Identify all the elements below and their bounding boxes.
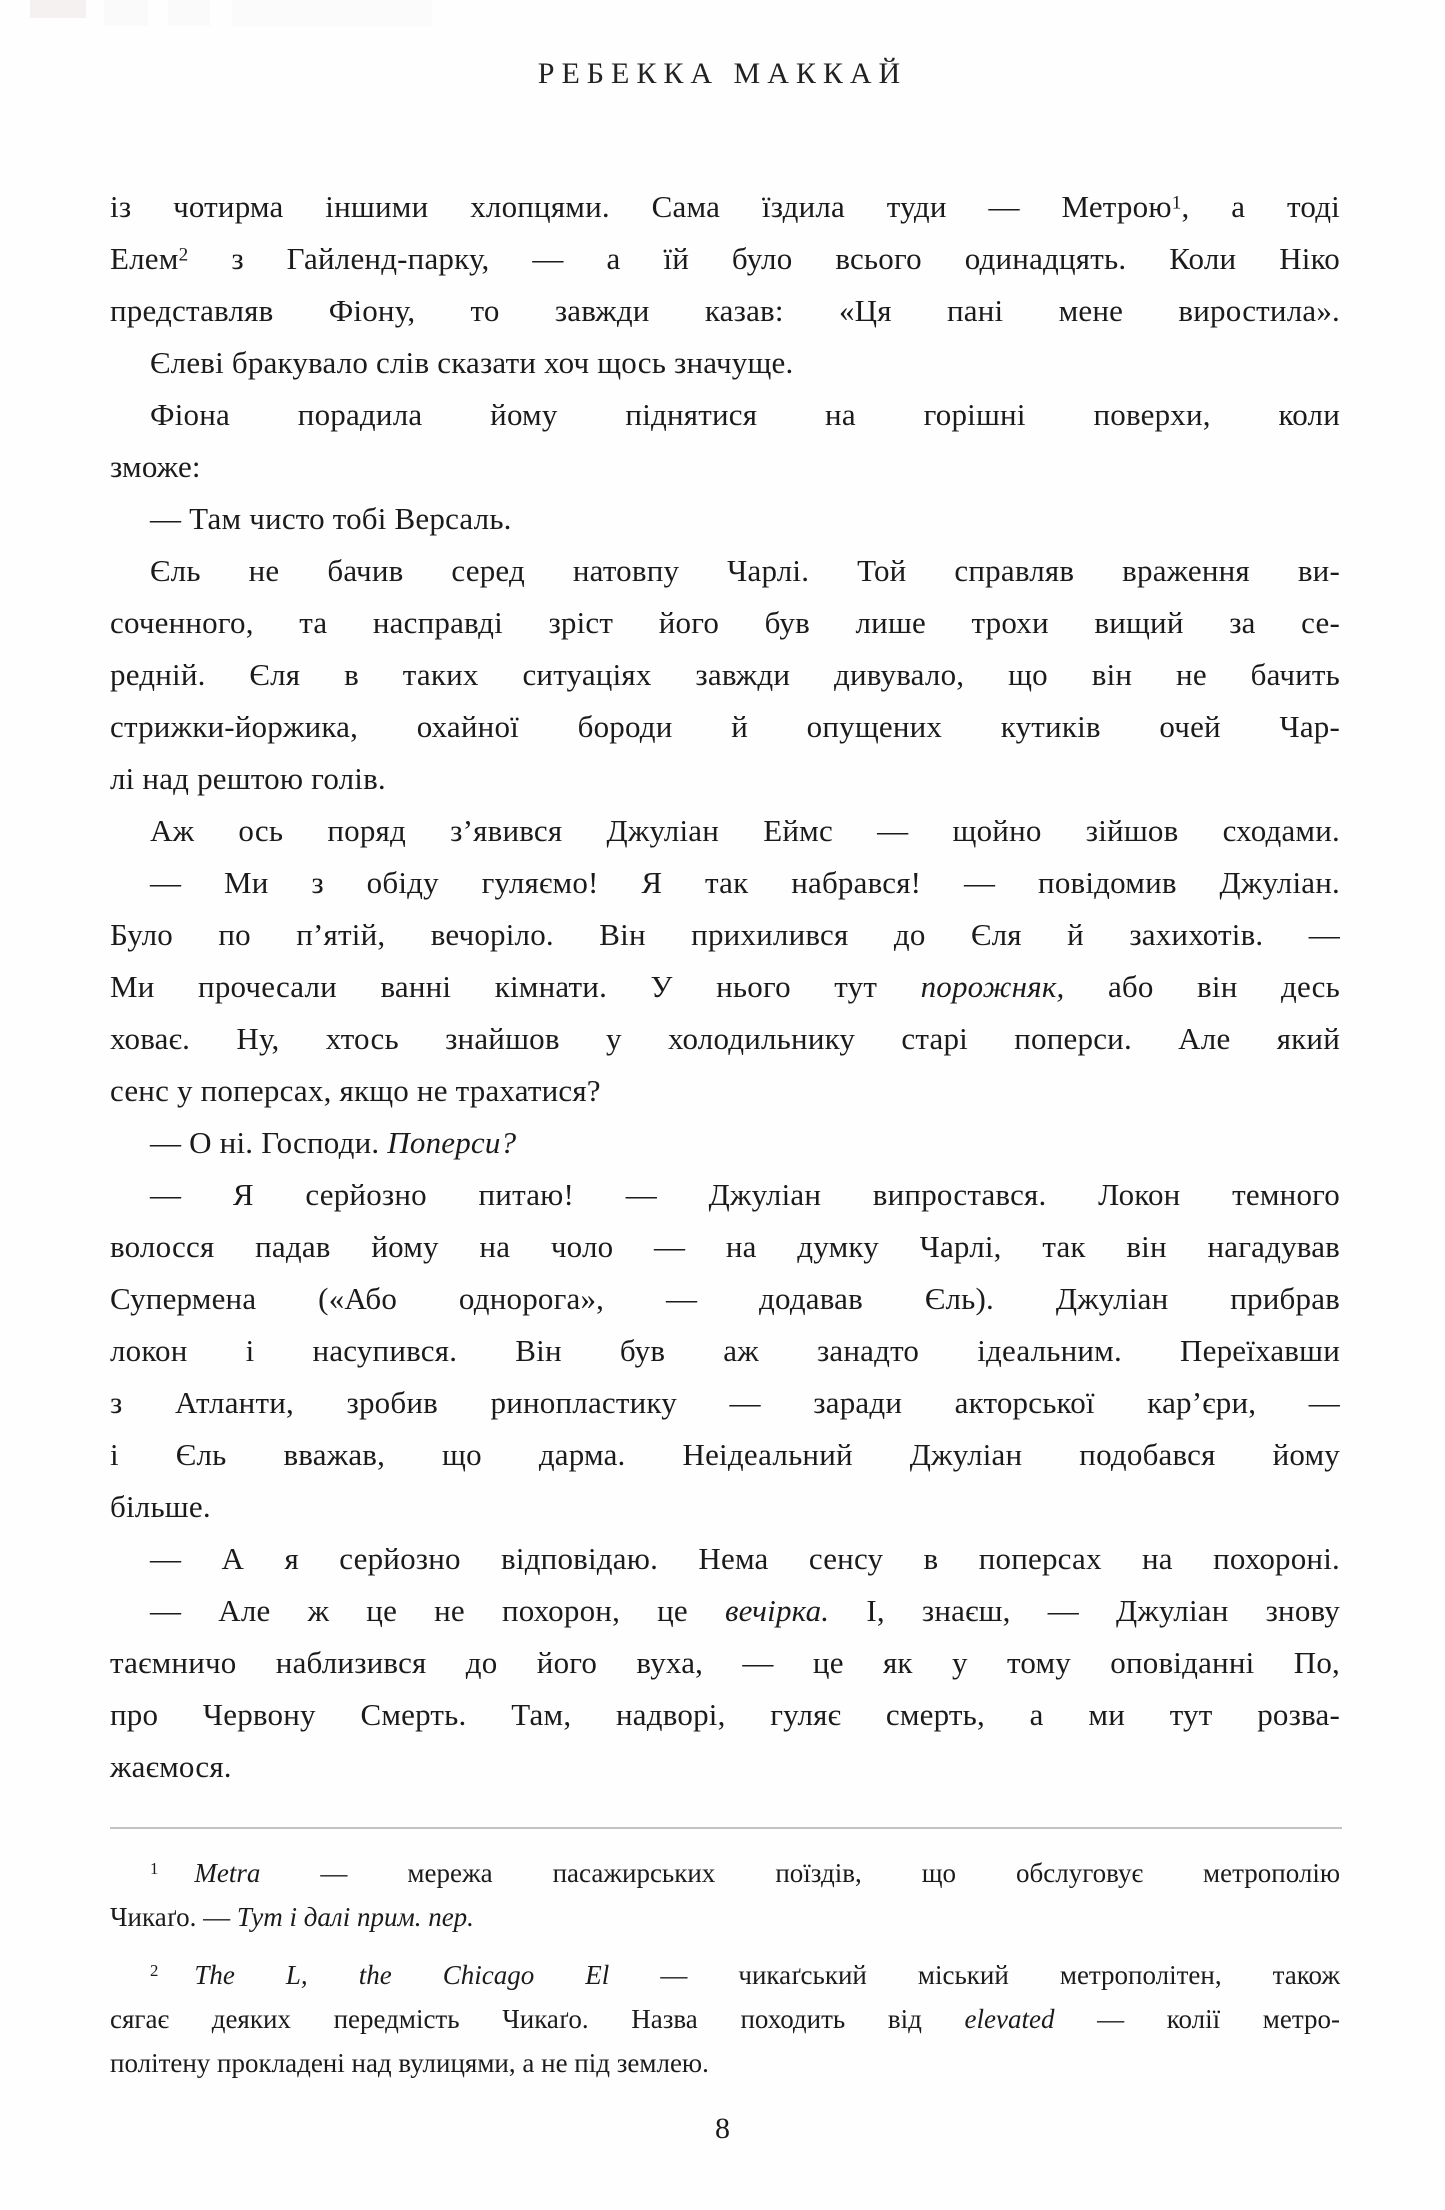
footnote-marker: 2 [150, 1961, 159, 1981]
text-segment: соченного, та насправді зріст його був лише трохи вищий за се- [110, 605, 1340, 640]
text-line [110, 1013, 1340, 1065]
text-line [110, 389, 1340, 441]
text-segment: представляв Фіону, то завжди казав: «Ця пані мене виростила». [110, 293, 1340, 328]
text-line [110, 1953, 1340, 1997]
text-segment: лі над рештою голів. [110, 761, 386, 796]
text-segment: — Там чисто тобі Версаль. [150, 501, 512, 536]
text-segment: Поперси? [387, 1125, 517, 1160]
text-segment: таємничо наблизився до його вуха, — це як у тому оповіданні По, [110, 1645, 1340, 1680]
text-line [110, 1585, 1340, 1637]
text-segment: elevated [964, 2004, 1055, 2034]
text-segment: The L, the Chicago El [194, 1960, 610, 1990]
body-text [110, 181, 1340, 1793]
text-segment: сенс у поперсах, якщо не трахатися? [110, 1073, 601, 1108]
text-line [110, 805, 1340, 857]
text-line [110, 337, 1340, 389]
scan-artifact [30, 0, 86, 18]
text-segment: — чикаґський міський метрополітен, також [609, 1960, 1340, 1990]
text-line [110, 1429, 1340, 1481]
text-segment: — А я серйозно відповідаю. Нема сенсу в поперсах на похороні. [150, 1541, 1340, 1576]
scan-artifact [104, 0, 148, 26]
text-segment: Було по п’ятій, вечоріло. Він прихилився до Єля й захихотів. — [110, 917, 1340, 952]
text-segment: Тут і далі прим. пер. [236, 1902, 474, 1932]
text-line [110, 1117, 1340, 1169]
text-segment: Ми прочесали ванні кімнати. У нього тут [110, 969, 921, 1004]
text-segment: Чикаґо. — [110, 1902, 237, 1932]
text-segment: Аж ось поряд з’явився Джуліан Еймс — щойно зійшов сходами. [150, 813, 1340, 848]
text-segment: волосся падав йому на чоло — на думку Чарлі, так він нагадував [110, 1229, 1340, 1264]
text-line [110, 441, 1340, 493]
text-segment: , а тоді [1181, 189, 1340, 224]
text-segment: — Ми з обіду гуляємо! Я так набрався! — повідомив Джуліан. [150, 865, 1340, 900]
text-line [110, 649, 1340, 701]
text-segment: вечірка. [724, 1593, 830, 1628]
footnote-marker: 2 [178, 244, 189, 266]
text-line [110, 597, 1340, 649]
text-line [110, 1065, 1340, 1117]
text-segment: Фіона порадила йому піднятися на горішні поверхи, коли [150, 397, 1340, 432]
text-line [110, 1533, 1340, 1585]
text-segment: із чотирма іншими хлопцями. Сама їздила туди — Метрою [110, 189, 1172, 224]
text-segment: і Єль вважав, що дарма. Неідеальний Джуліан подобався йому [110, 1437, 1340, 1472]
text-segment: ховає. Ну, хтось знайшов у холодильнику старі поперси. Але який [110, 1021, 1340, 1056]
text-segment: Супермена («Або однорога», — додавав Єль). Джуліан прибрав [110, 1281, 1340, 1316]
text-line [110, 493, 1340, 545]
footnote-2 [110, 1953, 1340, 2085]
text-line [110, 909, 1340, 961]
text-segment: редній. Єля в таких ситуаціях завжди дивувало, що він не бачить [110, 657, 1340, 692]
text-segment: — Я серйозно питаю! — Джуліан випростався. Локон темного [150, 1177, 1340, 1212]
text-line [110, 701, 1340, 753]
text-segment: Metra [194, 1858, 261, 1888]
text-line [110, 1325, 1340, 1377]
page-number: 8 [715, 2112, 730, 2145]
text-segment: — колії метро- [1054, 2004, 1340, 2034]
text-line [110, 545, 1340, 597]
text-segment: Єль не бачив серед натовпу Чарлі. Той справляв враження ви- [150, 553, 1340, 588]
text-line [110, 2041, 1340, 2085]
text-line [110, 1637, 1340, 1689]
text-segment: політену прокладені над вулицями, а не під землею. [110, 2048, 709, 2078]
footnote-marker: 1 [1171, 192, 1182, 214]
text-segment: порожняк, [920, 969, 1065, 1004]
text-line [110, 753, 1340, 805]
running-header: РЕБЕККА МАККАЙ [537, 57, 908, 90]
text-segment: або він десь [1064, 969, 1340, 1004]
text-segment: з Гайленд-парку, — а їй було всього одинадцять. Коли Ніко [188, 241, 1340, 276]
text-segment: локон і насупився. Він був аж занадто ідеальним. Переїхавши [110, 1333, 1340, 1368]
text-line [110, 1997, 1340, 2041]
footnote-divider [110, 1827, 1342, 1829]
footnote-1 [110, 1851, 1340, 1939]
text-line [110, 233, 1340, 285]
text-line [110, 1741, 1340, 1793]
text-segment: Елем [110, 241, 179, 276]
scan-artifact [168, 0, 210, 26]
text-segment: І, знаєш, — Джуліан знову [829, 1593, 1341, 1628]
text-line [110, 181, 1340, 233]
text-segment: більше. [110, 1489, 211, 1524]
text-segment: стрижки-йоржика, охайної бороди й опущених кутиків очей Чар- [110, 709, 1340, 744]
text-segment: сягає деяких передмість Чикаґо. Назва походить від [110, 2004, 965, 2034]
text-line [110, 1895, 1340, 1939]
footnote-marker: 1 [150, 1859, 159, 1879]
text-segment: зможе: [110, 449, 201, 484]
text-segment: жаємося. [110, 1749, 232, 1784]
text-line [110, 1481, 1340, 1533]
text-line [110, 1169, 1340, 1221]
text-segment: про Червону Смерть. Там, надворі, гуляє смерть, а ми тут розва- [110, 1697, 1340, 1732]
text-line [110, 857, 1340, 909]
text-line [110, 961, 1340, 1013]
text-segment: — мережа пасажирських поїздів, що обслуговує метрополію [260, 1858, 1340, 1888]
text-line [110, 1377, 1340, 1429]
text-line [110, 1689, 1340, 1741]
text-line [110, 1273, 1340, 1325]
text-segment: Єлеві бракувало слів сказати хоч щось значуще. [150, 345, 794, 380]
text-line [110, 285, 1340, 337]
text-segment: — О ні. Господи. [150, 1125, 388, 1160]
text-line [110, 1221, 1340, 1273]
text-segment: — Але ж це не похорон, це [150, 1593, 725, 1628]
scan-artifact [232, 0, 432, 26]
text-segment: з Атланти, зробив ринопластику — заради акторської кар’єри, — [110, 1385, 1340, 1420]
text-line [110, 1851, 1340, 1895]
